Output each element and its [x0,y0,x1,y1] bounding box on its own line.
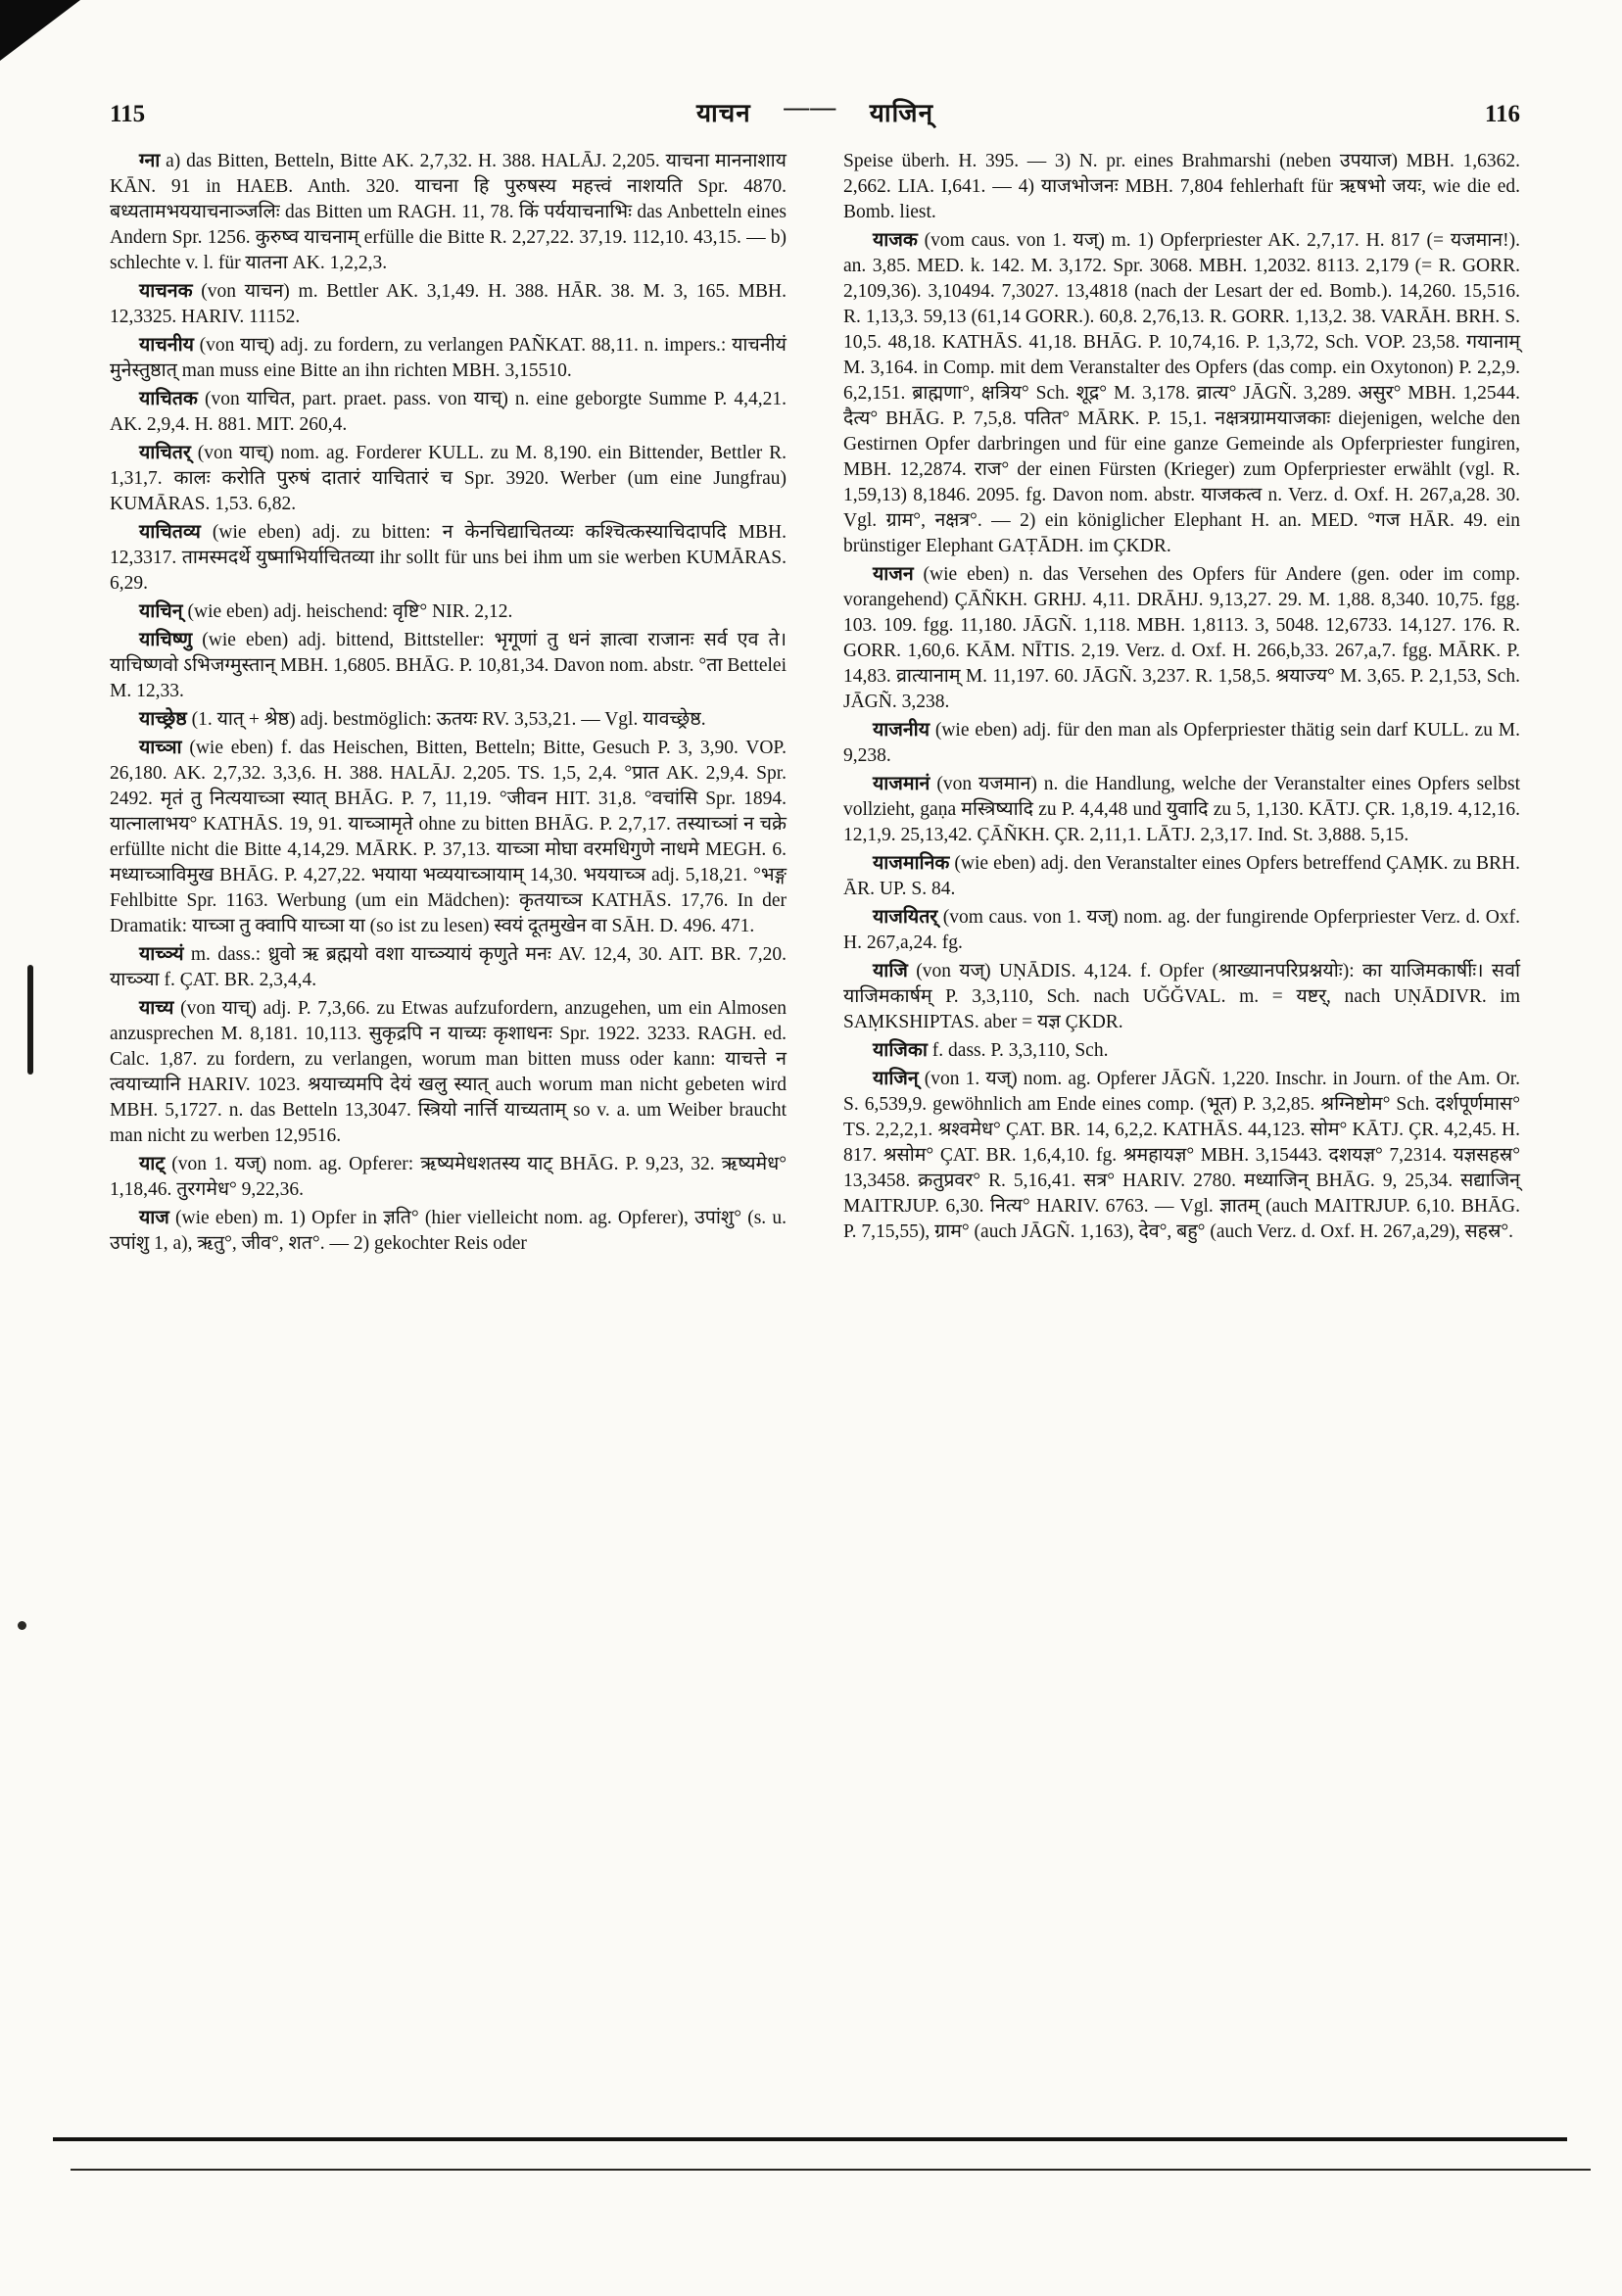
entry-headword: याजक [873,230,918,251]
dictionary-entry [110,520,787,597]
dictionary-entry [843,959,1520,1035]
entry-text: (von याचन) m. Bettler AK. 3,1,49. H. 388. HĀR. 38. M. 3, 165. MBH. 12,3325. HARIV. 11152. [110,281,787,327]
dictionary-entry [843,718,1520,769]
entry-text: Speise überh. H. 395. — 3) N. pr. eines Brahmarshi (neben उपयाज) MBH. 1,6362. 2,662. LIA. I,641. — 4) याजभोजनः MBH. 7,804 fehlerhaft für ऋषभो जयः, wie die ed. Bomb. liest. [843,151,1520,222]
right-column [843,149,1520,1260]
entry-text: (von 1. यज्) nom. ag. Opferer: ऋष्यमेधशतस्य याट् BHĀG. P. 9,23, 32. ऋष्यमेध° 1,18,46. तुरगमेध° 9,22,36. [110,1154,787,1200]
entry-headword: याचितर् [139,443,191,463]
dictionary-entry [110,149,787,276]
entry-headword: याजन [873,564,914,585]
running-head-first-word: याचन [695,99,751,127]
entry-text: (vom caus. von 1. यज्) nom. ag. der fungirende Opferpriester Verz. d. Oxf. H. 267,a,24. fg. [843,907,1520,953]
entry-text: (von यजमान) n. die Handlung, welche der Veranstalter eines Opfers selbst vollzieht, gaṇa मस्त्रिष्यादि zu P. 4,4,48 und युवादि zu 5, 1,130. KĀTJ. ÇR. 1,8,19. 4,12,16. 12,1,9. 25,13,42. ÇĀÑKH. ÇR. 2,11,1. LĀTJ. 2,3,17. Ind. St. 3,888. 5,15. [843,774,1520,845]
dictionary-entry [843,1067,1520,1245]
page-number-right: 116 [1484,101,1520,127]
entry-text: (vom caus. von 1. यज्) m. 1) Opferpriester AK. 2,7,17. H. 817 (= यजमान!). an. 3,85. MED. k. 142. M. 3,172. Spr. 3068. MBH. 1,2032. 8113. 2,179 (= R. GORR. 2,109,36). 3,10494. 7,3027. 13,4818 (nach der Lesart der ed. Bomb.). 14,260. 15,516. R. 1,13,3. 59,13 (61,14 GORR.). 60,8. 2,76,13. R. GORR. 1,13,2. 38. VARĀH. BRH. S. 10,5. 48,18. KATHĀS. 41,18. BHĀG. P. 10,74,16. P. 1,3,72, Sch. VOP. 23,58. गयानाम् M. 3,164. in Comp. mit dem Veranstalter des Opfers (das comp. ein Oxytonon) P. 2,2,9. 6,2,151. ब्राह्मणा°, क्षत्रिय° Sch. शूद्र° M. 3,178. व्रात्य° JĀGÑ. 3,289. असुर° MBH. 1,2544. दैत्य° BHĀG. P. 7,5,8. पतित° MĀRK. P. 15,1. नक्षत्रग्रामयाजकाः diejenigen, welche den Gestirnen Opfer darbringen und für eine ganze Gemeinde als Opferpriester fungiren, MBH. 12,2874. राज° der einen Fürsten (Krieger) zum Opferpriester erwählt (vgl. R. 1,59,13) 8,1846. 2095. fg. Davon nom. abstr. याजकत्व n. Verz. d. Oxf. H. 267,a,28. 30. Vgl. ग्राम°, नक्षत्र°. — 2) ein königlicher Elephant H. an. MED. °गज HĀR. 49. ein brünstiger Elephant GAṬĀDH. im ÇKDR. [843,230,1520,556]
dictionary-entry [843,851,1520,902]
entry-headword: याजनीय [873,720,930,741]
dictionary-entry [110,1206,787,1257]
dictionary-entry [843,228,1520,559]
entry-headword: याचिन् [139,601,183,622]
entry-headword: याजमानिक [873,853,950,874]
dictionary-entry [110,279,787,330]
entry-text: (wie eben) adj. für den man als Opferpriester thätig sein darf KULL. zu M. 9,238. [843,720,1520,766]
running-head-separator: —— [784,93,837,121]
entry-text: (von 1. यज्) nom. ag. Opferer JĀGÑ. 1,220. Inschr. in Journ. of the Am. Or. S. 6,539,9. gewöhnlich am Ende eines comp. (भूत) P. 3,2,85. श्रग्निष्टोम° Sch. दर्शपूर्णमास° TS. 2,2,2,1. श्रश्वमेध° ÇAT. BR. 14, 6,2,2. KATHĀS. 44,123. सोम° KĀTJ. ÇR. 4,2,45. H. 817. श्रसोम° ÇAT. BR. 1,6,4,10. fg. श्रमहायज्ञ° MBH. 3,15443. दशयज्ञ° 7,2314. यज्ञसहस्र° 13,3458. क्रतुप्रवर° R. 5,16,41. सत्र° HARIV. 2780. मध्याजिन् BHĀG. 9, 25,34. सद्याजिन् MAITRJUP. 6,30. नित्य° HARIV. 6763. — Vgl. ज्ञातम् (auch MAITRJUP. 6,10. BHĀG. P. 7,15,55), ग्राम° (auch JĀGÑ. 1,163), देव°, बहु° (auch Verz. d. Oxf. H. 267,a,29), सहस्र°. [843,1069,1520,1242]
entry-headword: याच्ञा [139,738,182,758]
entry-text: (von यज्) UṆĀDIS. 4,124. f. Opfer (श्राख्यानपरिप्रश्नयोः): का याजिमकार्षीः। सर्वा याजिमकार्षम् P. 3,3,110, Sch. nach UĞĞVAL. m. = यष्टर्, nach UṆĀDIVR. im SAṂKSHIPTAS. aber = यज्ञ ÇKDR. [843,961,1520,1032]
entry-headword: याट् [139,1154,166,1174]
entry-headword: याजि [873,961,908,981]
scan-edge-speck [18,1621,26,1630]
entry-text: (wie eben) adj. zu bitten: न केनचिद्याचितव्यः कश्चित्कस्याचिदापदि MBH. 12,3317. तामस्मदर्थे युष्माभिर्याचितव्या ihr sollt für uns bei ihm um sie werben KUMĀRAS. 6,29. [110,522,787,594]
entry-headword: याचितक [139,389,198,409]
entry-text: (wie eben) adj. den Veranstalter eines Opfers betreffend ÇAṂK. zu BRH. ĀR. UP. S. 84. [843,853,1520,899]
dictionary-entry [110,387,787,438]
entry-text: m. dass.: ध्रुवो ऋ ब्रह्मयो वशा याच्ञ्यायं कृणुते मनः AV. 12,4, 30. AIT. BR. 7,20. याच्ञ्या f. ÇAT. BR. 2,3,4,4. [110,944,787,990]
page-number-left: 115 [110,101,146,127]
entry-text: (von याच्) adj. P. 7,3,66. zu Etwas aufzufordern, anzugehen, um ein Almosen anzusprechen M. 8,181. 10,113. सुकृद्रपि न याच्यः कृशाधनः Spr. 1922. 3233. RAGH. ed. Calc. 1,87. zu fordern, zu verlangen, worum man bitten muss oder kann: याचत्ते न त्वयाच्यानि HARIV. 1023. श्रयाच्यमपि देयं खलु स्यात् auch worum man nicht gebeten wird MBH. 5,1727. n. das Betteln 13,3047. स्त्रियो नार्त्ति याच्यताम् so v. a. um Weiber braucht man nicht zu werben 12,9516. [110,998,787,1146]
page-header [110,94,1520,129]
dictionary-entry [110,441,787,517]
entry-text: (von याचित, part. praet. pass. von याच्) n. eine geborgte Summe P. 4,4,21. AK. 2,9,4. H. 881. MIT. 260,4. [110,389,787,435]
entry-headword: याजिका [873,1040,928,1061]
entry-text: (wie eben) adj. heischend: वृष्टि° NIR. 2,12. [182,601,513,622]
entry-text: a) das Bitten, Betteln, Bitte AK. 2,7,32. H. 388. HALĀJ. 2,205. याचना माननाशाय KĀN. 91 in HAEB. Anth. 320. याचना हि पुरुषस्य महत्त्वं नाशयति Spr. 4870. बध्यतामभययाचनाञ्जलिः das Bitten um RAGH. 11, 78. किं पर्ययाचनाभिः das Anbetteln eines Andern Spr. 1256. कुरुष्व याचनाम् erfülle die Bitte R. 2,27,22. 37,19. 112,10. 43,15. — b) schlechte v. l. für यातना AK. 1,2,2,3. [110,151,787,273]
entry-headword: ग्ना [139,151,161,171]
bottom-rule-thick [53,2137,1567,2141]
entry-text: (wie eben) f. das Heischen, Bitten, Betteln; Bitte, Gesuch P. 3, 3,90. VOP. 26,180. AK. 2,7,32. 3,3,6. H. 388. HALĀJ. 2,205. TS. 1,5, 2,4. °प्रात AK. 2,9,4. Spr. 2492. मृतं तु नित्ययाच्ञा स्यात् BHĀG. P. 7, 11,19. °जीवन HIT. 31,8. °वचांसि Spr. 1894. यात्नालाभय° KATHĀS. 19, 91. याच्ञामृते ohne zu bitten BHĀG. P. 2,7,17. तस्याच्ञां न चक्रे erfüllte nicht die Bitte 4,14,29. MĀRK. P. 37,13. याच्ञा मोघा वरमधिगुणे नाधमे MEGH. 6. मध्याच्ञाविमुख BHĀG. P. 4,27,22. भयाया भव्ययाच्ञायाम् 14,30. भययाच्ञ adj. 5,18,21. °भङ्ग Fehlbitte Spr. 1163. Werbung (um ein Mädchen): कृतयाच्ञ KATHĀS. 17,76. In der Dramatik: याच्ञा तु क्वापि याच्ञा या (so ist zu lesen) स्वयं दूतमुखेन वा SĀH. D. 496. 471. [110,738,787,936]
dictionary-entry [110,996,787,1149]
entry-headword: याज [139,1208,169,1228]
entry-text: (1. यात् + श्रेष्ठ) adj. bestmöglich: ऊतयः RV. 3,53,21. — Vgl. यावच्छ्रेष्ठ. [186,709,706,730]
dictionary-entry [110,599,787,625]
running-head [696,94,933,129]
entry-headword: याचिष्णु [139,630,193,650]
entry-headword: याजिन् [873,1069,919,1089]
dictionary-entry [843,1038,1520,1064]
entry-text: (von याच्) adj. zu fordern, zu verlangen PAÑKAT. 88,11. n. impers.: याचनीयं मुनेस्तुष्ठात् man muss eine Bitte an ihn richten MBH. 3,15510. [110,335,787,381]
entry-text: (von याच्) nom. ag. Forderer KULL. zu M. 8,190. ein Bittender, Bettler R. 1,31,7. कालः करोति पुरुषं दातारं याचितारं च Spr. 3920. Werber (um eine Jungfrau) KUMĀRAS. 1,53. 6,82. [110,443,787,514]
scan-edge-artifact [27,965,33,1075]
scan-corner-artifact [0,0,80,61]
running-head-last-word: याजिन् [869,99,934,127]
dictionary-entry [110,707,787,733]
entry-headword: याचितव्य [139,522,201,543]
bottom-rule-thin [71,2169,1591,2171]
dictionary-entry [843,772,1520,848]
dictionary-entry [110,736,787,939]
entry-headword: याजमानं [873,774,930,794]
entry-headword: याच्ञ्यं [139,944,184,965]
dictionary-entry [110,333,787,384]
entry-headword: याजयितर् [873,907,938,928]
entry-text: f. dass. P. 3,3,110, Sch. [927,1040,1109,1061]
left-column [110,149,787,1260]
dictionary-entry [843,905,1520,956]
dictionary-entry [110,1152,787,1203]
dictionary-entry [110,628,787,704]
entry-text: (wie eben) n. das Versehen des Opfers für Andere (gen. oder im comp. vorangehend) ÇĀÑKH. GRHJ. 4,11. DRĀHJ. 9,13,27. 29. M. 1,88. 8,340. 10,75. fgg. 103. 109. fgg. 11,180. JĀGÑ. 1,118. MBH. 1,8113. 3, 5048. 12,6733. 14,127. 176. R. GORR. 1,60,6. KĀM. NĪTIS. 2,19. Verz. d. Oxf. H. 266,b,33. 267,a,7. fgg. MĀRK. P. 14,83. व्रात्यानाम् M. 11,197. 60. JĀGÑ. 3,237. R. 1,58,5. श्रयाज्य° M. 3,65. P. 2,1,53, Sch. JĀGÑ. 3,238. [843,564,1520,712]
dictionary-entry-continuation [843,149,1520,225]
entry-headword: याचनक [139,281,193,302]
text-columns [110,149,1520,1260]
entry-text: (wie eben) m. 1) Opfer in ज्ञति° (hier vielleicht nom. ag. Opferer), उपांशु° (s. u. उपांशु 1, a), ऋतु°, जीव°, शत°. — 2) gekochter Reis oder [110,1208,787,1254]
dictionary-entry [110,942,787,993]
entry-headword: याच्य [139,998,174,1019]
dictionary-entry [843,562,1520,715]
entry-headword: याचनीय [139,335,194,356]
entry-text: (wie eben) adj. bittend, Bittsteller: भृगूणां तु धनं ज्ञात्वा राजानः सर्व एव ते। याचिष्णवो ऽभिजग्मुस्तान् MBH. 1,6805. BHĀG. P. 10,81,34. Davon nom. abstr. °ता Bettelei M. 12,33. [110,630,787,701]
entry-headword: याच्छ्रेष्ठ [139,709,187,730]
